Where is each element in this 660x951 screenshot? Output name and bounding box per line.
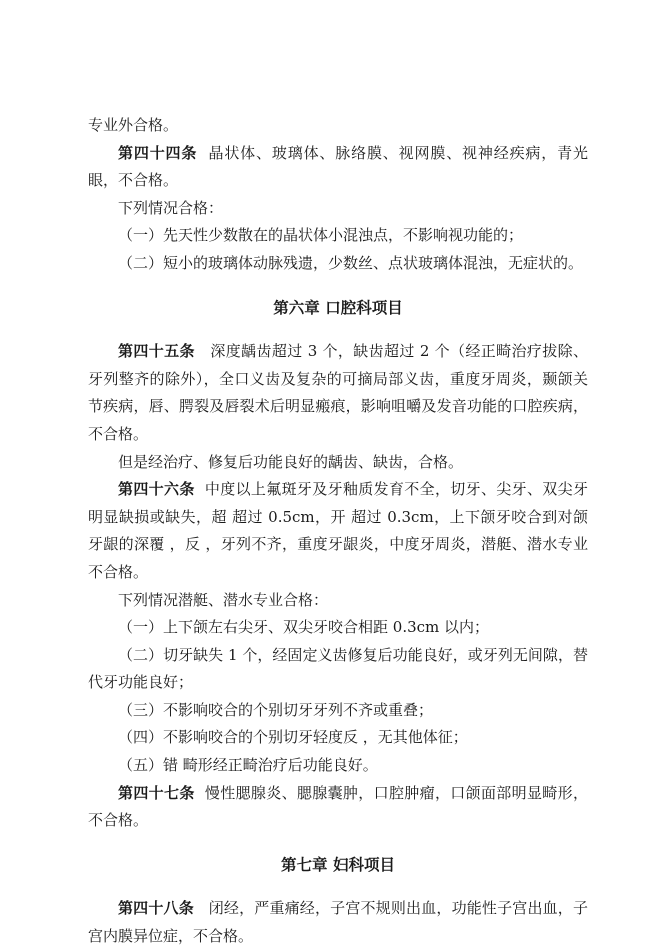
list-item: （三）不影响咬合的个别切牙牙列不齐或重叠； <box>118 700 434 719</box>
article-number: 第四十七条 <box>118 783 195 802</box>
list-intro: 下列情况潜艇、潜水专业合格： <box>118 590 329 609</box>
article-46 <box>88 476 588 586</box>
list-item: （一）上下颌左右尖牙、双尖牙咬合相距 0.3cm 以内； <box>118 618 490 637</box>
list-intro: 下列情况合格： <box>118 198 224 217</box>
article-note: 但是经治疗、修复后功能良好的龋齿、缺齿，合格。 <box>118 452 464 471</box>
article-number: 第四十四条 <box>118 143 198 162</box>
continued-text: 专业外合格。 <box>88 116 179 134</box>
article-text: 慢性腮腺炎、腮腺囊肿，口腔肿瘤，口颌面部明显畸形，不合格。 <box>88 783 588 830</box>
document-body <box>88 112 588 951</box>
article-47 <box>88 780 588 835</box>
list-item: （一）先天性少数散在的晶状体小混浊点，不影响视功能的； <box>118 226 524 245</box>
article-45 <box>88 338 588 448</box>
list-item: （五）错 畸形经正畸治疗后功能良好。 <box>118 756 378 775</box>
list-item: （四）不影响咬合的个别切牙轻度反 ，无其他体征； <box>118 728 468 747</box>
article-number: 第四十五条 <box>118 342 195 361</box>
article-text: 闭经，严重痛经，子宫不规则出血，功能性子宫出血，子宫内膜异位症，不合格。 <box>88 899 588 946</box>
article-48 <box>88 895 588 950</box>
list-item: （二）切牙缺失 1 个，经固定义齿修复后功能良好，或牙列无间隙，替代牙功能良好； <box>88 645 588 692</box>
article-text: 中度以上氟斑牙及牙釉质发育不全，切牙、尖牙、双尖牙明显缺损或缺失，超 超过 0.5cm，开 超过 0.3cm，上下颌牙咬合到对颌牙龈的深覆 ，反 ，牙列不齐，重度牙龈炎，中度牙周炎，潜艇、潜水专业不合格。 <box>88 480 588 581</box>
article-number: 第四十六条 <box>118 480 195 499</box>
list-item: （二）短小的玻璃体动脉残遗，少数丝、点状玻璃体混浊，无症状的。 <box>118 253 584 272</box>
chapter-heading: 第六章 口腔科项目 <box>273 298 403 317</box>
article-number: 第四十八条 <box>118 899 194 918</box>
article-text: 深度龋齿超过 3 个，缺齿超过 2 个（经正畸治疗拔除、牙列整齐的除外），全口义齿及复杂的可摘局部义齿，重度牙周炎，颞颌关节疾病，唇、腭裂及唇裂术后明显瘢痕，影响咀嚼及发音功能的口腔疾病，不合格。 <box>88 342 588 443</box>
article-44 <box>88 140 588 195</box>
article-text: 晶状体、玻璃体、脉络膜、视网膜、视神经疾病，青光眼，不合格。 <box>88 143 588 190</box>
chapter-heading: 第七章 妇科项目 <box>281 855 395 874</box>
